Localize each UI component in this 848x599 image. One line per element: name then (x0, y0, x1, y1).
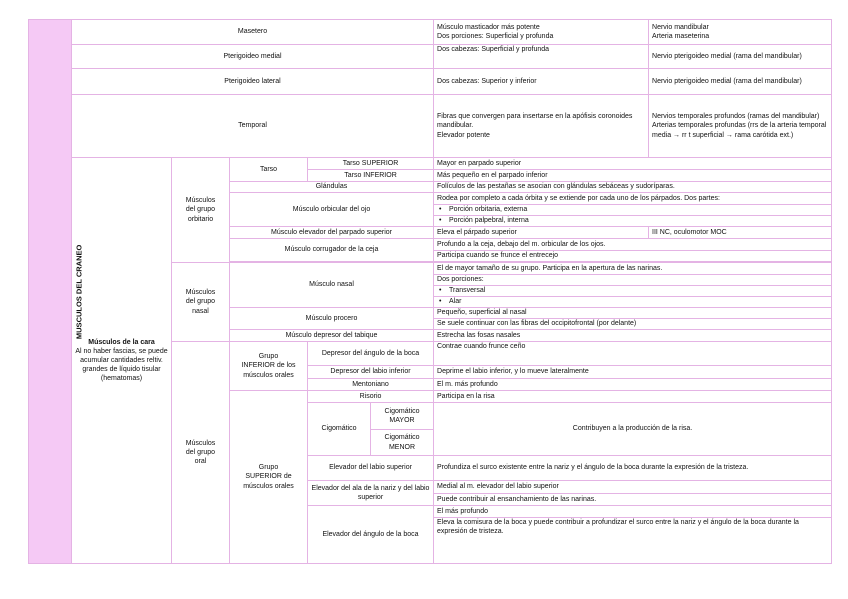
group-line: Músculos (185, 197, 216, 205)
desc-line: Fibras que convergen para insertarse en la apófisis coronoides mandibular. (437, 113, 633, 130)
table-row (29, 20, 832, 45)
subgroup-line: SUPERIOR de (245, 473, 292, 481)
muscle-name: Músculo corrugador de la ceja (230, 239, 434, 262)
muscle-desc: Participa en la risa (434, 391, 832, 403)
subgroup-inferior (230, 342, 308, 391)
muscle-desc: Estrecha las fosas nasales (434, 330, 832, 342)
group-orbitario (172, 158, 230, 263)
muscle-inerv: Nervio pterigoideo medial (rama del mandibular) (649, 45, 832, 69)
muscle-inerv: Nervio pterigoideo medial (rama del mandibular) (649, 69, 832, 95)
cara-note: Al no haber fascias, se puede acumular cantidades reltiv. grandes de líquido tisular (hematomas) (75, 347, 168, 383)
subgroup-superior (230, 391, 308, 564)
muscle-inerv (649, 20, 832, 45)
muscle-desc: Eleva la comisura de la boca y puede contribuir a profundizar el surco entre la nariz y el ángulo de la boca durante la expresión de tristeza. (434, 518, 832, 564)
desc-line: Dos porciones: Superficial y profunda (437, 33, 554, 40)
subgroup-line: Grupo (258, 464, 279, 472)
muscle-desc: Deprime el labio inferior, y lo mueve lateralmente (434, 366, 832, 379)
muscle-name: Tarso INFERIOR (308, 170, 434, 182)
muscle-desc (434, 20, 649, 45)
muscle-name: Masetero (72, 20, 434, 45)
table-row (29, 69, 832, 95)
bullet-item: • Transversal (434, 286, 832, 297)
muscle-name: Mentoniano (308, 379, 434, 391)
muscle-name: Músculo elevador del parpado superior (230, 227, 434, 239)
muscle-name: Músculo depresor del tabique (230, 330, 434, 342)
group-line: nasal (192, 307, 209, 315)
muscle-desc: Profundiza el surco existente entre la nariz y el ángulo de la boca durante la expresión de la tristeza. (434, 456, 832, 481)
desc-line: Músculo masticador más potente (437, 23, 540, 31)
bullet-item: • Alar (434, 297, 832, 308)
muscle-desc: Mayor en parpado superior (434, 158, 832, 170)
muscle-desc: El de mayor tamaño de su grupo. Participa en la apertura de las narinas. (434, 263, 832, 275)
muscle-name: Tarso SUPERIOR (308, 158, 434, 170)
muscle-name: Glándulas (230, 182, 434, 193)
table-row (29, 158, 832, 170)
muscle-name: Depresor del ángulo de la boca (308, 342, 434, 366)
subgroup-line: INFERIOR de los (241, 362, 296, 370)
group-line: del grupo (185, 298, 216, 306)
group-nasal (172, 263, 230, 342)
muscle-subname: Cigomático MAYOR (371, 403, 434, 430)
inerv-line: Arterias temporales profundas (rrs de la arteria temporal media → rr t superficial → rama carótida ext.) (652, 122, 827, 139)
muscle-desc: Dos porciones: (434, 275, 832, 286)
side-title-cell (29, 20, 84, 564)
inerv-line: Arteria maseterina (652, 33, 710, 40)
muscle-desc: Medial al m. elevador del labio superior (434, 481, 832, 494)
muscle-name: Temporal (72, 95, 434, 158)
table-row (29, 95, 832, 158)
group-oral (172, 342, 230, 564)
muscle-name: Músculo procero (230, 308, 434, 330)
muscle-desc: Dos cabezas: Superficial y profunda (434, 45, 649, 69)
group-line: oral (194, 458, 207, 466)
subgroup-line: músculos orales (243, 371, 294, 379)
bullet-item: • Porción orbitaria, externa (434, 205, 832, 216)
cara-title: Músculos de la cara (88, 338, 155, 346)
muscle-inerv: III NC, oculomotor MOC (649, 227, 832, 239)
table-row (29, 45, 832, 69)
muscle-name: Cigomático (308, 403, 371, 456)
muscle-desc: Profundo a la ceja, debajo del m. orbicular de los ojos. (434, 239, 832, 251)
subgroup-line: Grupo (258, 353, 279, 361)
muscle-name: Músculo orbicular del ojo (230, 193, 434, 227)
muscle-name: Músculo nasal (230, 263, 434, 308)
bullet-item: • Porción palpebral, interna (434, 216, 832, 227)
inerv-line: Nervio mandibular (652, 23, 709, 31)
muscle-name: Elevador del ala de la nariz y del labio superior (308, 481, 434, 506)
muscle-desc: Dos cabezas: Superior y inferior (434, 69, 649, 95)
muscle-desc: Rodea por completo a cada órbita y se extiende por cada uno de los párpados. Dos partes: (434, 193, 832, 205)
muscle-subname: Cigomático MENOR (371, 430, 434, 456)
inerv-line: Nervios temporales profundos (ramas del mandibular) (652, 113, 820, 121)
subgroup-line: músculos orales (243, 482, 294, 490)
group-line: del grupo (185, 206, 216, 214)
muscle-desc: Folículos de las pestañas se asocian con glándulas sebáceas y sudoríparas. (434, 182, 832, 193)
muscle-desc: Pequeño, superficial al nasal (434, 308, 832, 319)
muscle-name: Elevador del ángulo de la boca (308, 506, 434, 564)
muscle-desc: Participa cuando se frunce el entrecejo (434, 251, 832, 262)
muscle-desc: Contribuyen a la producción de la risa. (434, 403, 832, 456)
group-line: orbitario (187, 215, 214, 223)
group-line: Músculos (185, 439, 216, 447)
muscle-desc: Contrae cuando frunce ceño (434, 342, 832, 366)
group-line: del grupo (185, 448, 216, 456)
desc-line: Elevador potente (437, 131, 490, 139)
muscle-name: Risorio (308, 391, 434, 403)
muscle-name: Depresor del labio inferior (308, 366, 434, 379)
muscle-name: Pterigoideo lateral (72, 69, 434, 95)
muscle-desc: El más profundo (434, 506, 832, 518)
muscle-desc (434, 95, 649, 158)
muscle-table (28, 19, 832, 564)
tarso-label: Tarso (230, 158, 308, 182)
group-line: Músculos (185, 289, 216, 297)
side-title: MUSCULOS DEL CRANEO (74, 244, 84, 339)
muscle-desc: Más pequeño en el parpado inferior (434, 170, 832, 182)
muscle-desc: Eleva el párpado superior (434, 227, 649, 239)
muscle-name: Elevador del labio superior (308, 456, 434, 481)
cara-label (72, 158, 172, 564)
muscle-name: Pterigoideo medial (72, 45, 434, 69)
muscle-desc: Se suele continuar con las fibras del occipitofrontal (por delante) (434, 319, 832, 330)
muscle-desc: Puede contribuir al ensanchamiento de las narinas. (434, 494, 832, 506)
muscle-desc: El m. más profundo (434, 379, 832, 391)
muscle-inerv (649, 95, 832, 158)
